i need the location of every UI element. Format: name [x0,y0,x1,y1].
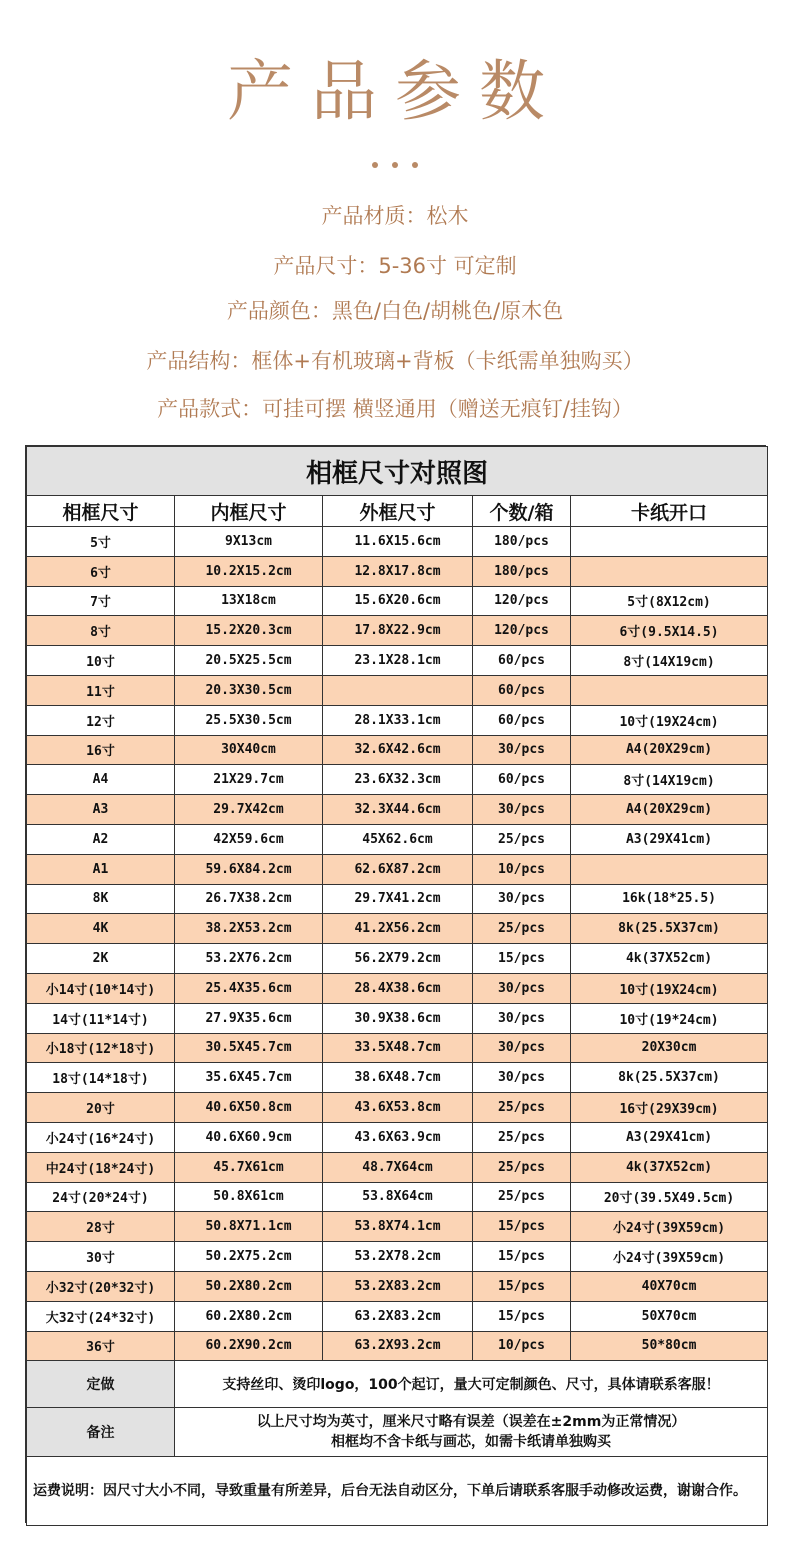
cell-inner-size: 26.7X38.2cm [175,884,323,914]
cell-outer-size: 48.7X64cm [323,1152,473,1182]
cell-mat-opening: 20X30cm [571,1033,768,1063]
cell-mat-opening: 10寸(19X24cm) [571,705,768,735]
cell-inner-size: 29.7X42cm [175,795,323,825]
cell-per-box: 25/pcs [473,1182,571,1212]
cell-outer-size: 63.2X93.2cm [323,1331,473,1361]
cell-outer-size: 43.6X63.9cm [323,1122,473,1152]
cell-outer-size: 17.8X22.9cm [323,616,473,646]
cell-inner-size: 35.6X45.7cm [175,1063,323,1093]
cell-mat-opening: 8寸(14X19cm) [571,646,768,676]
cell-mat-opening [571,527,768,557]
cell-frame-size: 8K [27,884,175,914]
cell-mat-opening: 40X70cm [571,1271,768,1301]
table-row [27,705,768,735]
cell-outer-size: 38.6X48.7cm [323,1063,473,1093]
cell-frame-size: 36寸 [27,1331,175,1361]
cell-inner-size: 40.6X60.9cm [175,1122,323,1152]
cell-inner-size: 15.2X20.3cm [175,616,323,646]
cell-frame-size: A4 [27,765,175,795]
cell-outer-size: 23.6X32.3cm [323,765,473,795]
cell-frame-size: 8寸 [27,616,175,646]
table-row [27,1242,768,1272]
table-row [27,824,768,854]
param-structure: 产品结构：框体+有机玻璃+背板（卡纸需单独购买） [146,349,644,373]
param-material: 产品材质：松木 [321,204,469,228]
cell-outer-size: 32.3X44.6cm [323,795,473,825]
cell-inner-size: 27.9X35.6cm [175,1003,323,1033]
table-row [27,765,768,795]
cell-inner-size: 25.4X35.6cm [175,973,323,1003]
cell-inner-size: 25.5X30.5cm [175,705,323,735]
cell-mat-opening: A4(20X29cm) [571,795,768,825]
cell-mat-opening: 4k(37X52cm) [571,1152,768,1182]
dot-icon [372,162,378,168]
cell-per-box: 180/pcs [473,527,571,557]
decorative-dots [0,156,790,172]
cell-mat-opening: 10寸(19X24cm) [571,973,768,1003]
cell-outer-size: 11.6X15.6cm [323,527,473,557]
custom-label: 定做 [27,1361,175,1408]
cell-frame-size: 小32寸(20*32寸) [27,1271,175,1301]
cell-mat-opening: A3(29X41cm) [571,824,768,854]
cell-outer-size: 28.1X33.1cm [323,705,473,735]
cell-inner-size: 60.2X80.2cm [175,1301,323,1331]
cell-frame-size: 小24寸(16*24寸) [27,1122,175,1152]
cell-frame-size: 24寸(20*24寸) [27,1182,175,1212]
remark-line-1: 以上尺寸均为英寸，厘米尺寸略有误差（误差在±2mm为正常情况） [256,1414,686,1431]
cell-outer-size: 56.2X79.2cm [323,944,473,974]
cell-outer-size: 45X62.6cm [323,824,473,854]
cell-mat-opening [571,675,768,705]
cell-frame-size: 10寸 [27,646,175,676]
table-row [27,616,768,646]
cell-mat-opening: 10寸(19*24cm) [571,1003,768,1033]
header-outer-size: 外框尺寸 [323,496,473,527]
cell-frame-size: 大32寸(24*32寸) [27,1301,175,1331]
cell-outer-size: 62.6X87.2cm [323,854,473,884]
cell-per-box: 30/pcs [473,973,571,1003]
cell-outer-size: 30.9X38.6cm [323,1003,473,1033]
remark-label: 备注 [27,1408,175,1457]
cell-mat-opening [571,556,768,586]
cell-frame-size: A2 [27,824,175,854]
cell-outer-size: 12.8X17.8cm [323,556,473,586]
cell-frame-size: 6寸 [27,556,175,586]
cell-inner-size: 59.6X84.2cm [175,854,323,884]
custom-text: 支持丝印、烫印logo，100个起订，量大可定制颜色、尺寸，具体请联系客服！ [175,1361,768,1408]
cell-outer-size: 29.7X41.2cm [323,884,473,914]
shipping-text: 运费说明：因尺寸大小不同，导致重量有所差异，后台无法自动区分，下单后请联系客服手动修改运费，谢谢合作。 [27,1457,768,1526]
table-row [27,884,768,914]
cell-mat-opening: 5寸(8X12cm) [571,586,768,616]
cell-inner-size: 21X29.7cm [175,765,323,795]
cell-frame-size: 5寸 [27,527,175,557]
dot-icon [392,162,398,168]
param-color: 产品颜色：黑色/白色/胡桃色/原木色 [226,299,564,323]
cell-outer-size [323,675,473,705]
header-per-box: 个数/箱 [473,496,571,527]
cell-outer-size: 15.6X20.6cm [323,586,473,616]
cell-frame-size: 小14寸(10*14寸) [27,973,175,1003]
table-row [27,1301,768,1331]
table-row [27,1122,768,1152]
cell-mat-opening: 16k(18*25.5) [571,884,768,914]
cell-per-box: 60/pcs [473,675,571,705]
cell-inner-size: 30X40cm [175,735,323,765]
cell-mat-opening: 50*80cm [571,1331,768,1361]
table-row [27,527,768,557]
cell-inner-size: 38.2X53.2cm [175,914,323,944]
cell-inner-size: 50.2X75.2cm [175,1242,323,1272]
cell-per-box: 30/pcs [473,1003,571,1033]
table-row [27,1212,768,1242]
cell-inner-size: 40.6X50.8cm [175,1093,323,1123]
cell-mat-opening: 16寸(29X39cm) [571,1093,768,1123]
cell-per-box: 30/pcs [473,884,571,914]
cell-per-box: 15/pcs [473,1242,571,1272]
table-row [27,1331,768,1361]
cell-outer-size: 33.5X48.7cm [323,1033,473,1063]
cell-per-box: 25/pcs [473,1122,571,1152]
cell-per-box: 15/pcs [473,944,571,974]
cell-frame-size: 14寸(11*14寸) [27,1003,175,1033]
header-frame-size: 相框尺寸 [27,496,175,527]
cell-outer-size: 53.8X74.1cm [323,1212,473,1242]
cell-mat-opening [571,854,768,884]
page-title: 产品参数 [227,53,563,130]
remark-text [175,1408,768,1457]
cell-frame-size: 20寸 [27,1093,175,1123]
cell-per-box: 10/pcs [473,1331,571,1361]
cell-per-box: 15/pcs [473,1212,571,1242]
cell-per-box: 15/pcs [473,1271,571,1301]
cell-per-box: 30/pcs [473,1033,571,1063]
cell-outer-size: 41.2X56.2cm [323,914,473,944]
cell-per-box: 120/pcs [473,616,571,646]
cell-mat-opening: 小24寸(39X59cm) [571,1212,768,1242]
cell-inner-size: 42X59.6cm [175,824,323,854]
cell-outer-size: 53.8X64cm [323,1182,473,1212]
cell-per-box: 60/pcs [473,705,571,735]
cell-outer-size: 32.6X42.6cm [323,735,473,765]
table-row [27,556,768,586]
cell-outer-size: 53.2X78.2cm [323,1242,473,1272]
cell-inner-size: 50.8X61cm [175,1182,323,1212]
cell-frame-size: 4K [27,914,175,944]
cell-mat-opening: 8k(25.5X37cm) [571,1063,768,1093]
cell-per-box: 15/pcs [473,1301,571,1331]
cell-inner-size: 13X18cm [175,586,323,616]
cell-outer-size: 23.1X28.1cm [323,646,473,676]
cell-inner-size: 9X13cm [175,527,323,557]
cell-frame-size: A3 [27,795,175,825]
cell-per-box: 25/pcs [473,824,571,854]
cell-inner-size: 50.2X80.2cm [175,1271,323,1301]
cell-inner-size: 53.2X76.2cm [175,944,323,974]
header-inner-size: 内框尺寸 [175,496,323,527]
cell-mat-opening: 6寸(9.5X14.5) [571,616,768,646]
table-row [27,1182,768,1212]
size-table [25,445,766,1523]
cell-frame-size: 12寸 [27,705,175,735]
table-row [27,1063,768,1093]
remark-line-2: 相框均不含卡纸与画芯，如需卡纸请单独购买 [331,1434,612,1451]
cell-per-box: 30/pcs [473,735,571,765]
cell-mat-opening: 20寸(39.5X49.5cm) [571,1182,768,1212]
cell-frame-size: 中24寸(18*24寸) [27,1152,175,1182]
cell-frame-size: 30寸 [27,1242,175,1272]
cell-frame-size: 2K [27,944,175,974]
cell-inner-size: 50.8X71.1cm [175,1212,323,1242]
cell-outer-size: 63.2X83.2cm [323,1301,473,1331]
cell-per-box: 120/pcs [473,586,571,616]
cell-frame-size: 16寸 [27,735,175,765]
cell-per-box: 25/pcs [473,1152,571,1182]
dot-icon [412,162,418,168]
table-row [27,1093,768,1123]
cell-frame-size: 小18寸(12*18寸) [27,1033,175,1063]
cell-mat-opening: 8寸(14X19cm) [571,765,768,795]
table-row [27,675,768,705]
cell-inner-size: 20.5X25.5cm [175,646,323,676]
cell-per-box: 60/pcs [473,765,571,795]
table-row [27,646,768,676]
cell-mat-opening: 小24寸(39X59cm) [571,1242,768,1272]
table-row [27,914,768,944]
param-style: 产品款式：可挂可摆 横竖通用（赠送无痕钉/挂钩） [157,397,633,421]
table-row [27,1033,768,1063]
cell-outer-size: 53.2X83.2cm [323,1271,473,1301]
cell-per-box: 60/pcs [473,646,571,676]
table-caption-row [27,447,768,496]
cell-frame-size: 11寸 [27,675,175,705]
cell-per-box: 10/pcs [473,854,571,884]
cell-frame-size: 28寸 [27,1212,175,1242]
cell-mat-opening: 50X70cm [571,1301,768,1331]
cell-per-box: 30/pcs [473,1063,571,1093]
cell-per-box: 25/pcs [473,914,571,944]
cell-per-box: 25/pcs [473,1093,571,1123]
cell-mat-opening: 4k(37X52cm) [571,944,768,974]
table-header-row [27,496,768,527]
table-row [27,1152,768,1182]
cell-inner-size: 60.2X90.2cm [175,1331,323,1361]
cell-per-box: 30/pcs [473,795,571,825]
remark-row [27,1408,768,1457]
table-row [27,1003,768,1033]
cell-inner-size: 20.3X30.5cm [175,675,323,705]
cell-outer-size: 28.4X38.6cm [323,973,473,1003]
table-row [27,735,768,765]
shipping-row [27,1457,768,1526]
table-row [27,586,768,616]
cell-inner-size: 30.5X45.7cm [175,1033,323,1063]
table-row [27,973,768,1003]
cell-inner-size: 10.2X15.2cm [175,556,323,586]
cell-outer-size: 43.6X53.8cm [323,1093,473,1123]
cell-mat-opening: A4(20X29cm) [571,735,768,765]
cell-frame-size: 18寸(14*18寸) [27,1063,175,1093]
cell-per-box: 180/pcs [473,556,571,586]
table-row [27,854,768,884]
table-row [27,1271,768,1301]
header-mat-opening: 卡纸开口 [571,496,768,527]
table-row [27,795,768,825]
cell-inner-size: 45.7X61cm [175,1152,323,1182]
cell-mat-opening: A3(29X41cm) [571,1122,768,1152]
cell-frame-size: 7寸 [27,586,175,616]
table-row [27,944,768,974]
cell-frame-size: A1 [27,854,175,884]
param-size: 产品尺寸：5-36寸 可定制 [273,254,517,278]
table-caption: 相框尺寸对照图 [27,447,768,496]
custom-row [27,1361,768,1408]
cell-mat-opening: 8k(25.5X37cm) [571,914,768,944]
